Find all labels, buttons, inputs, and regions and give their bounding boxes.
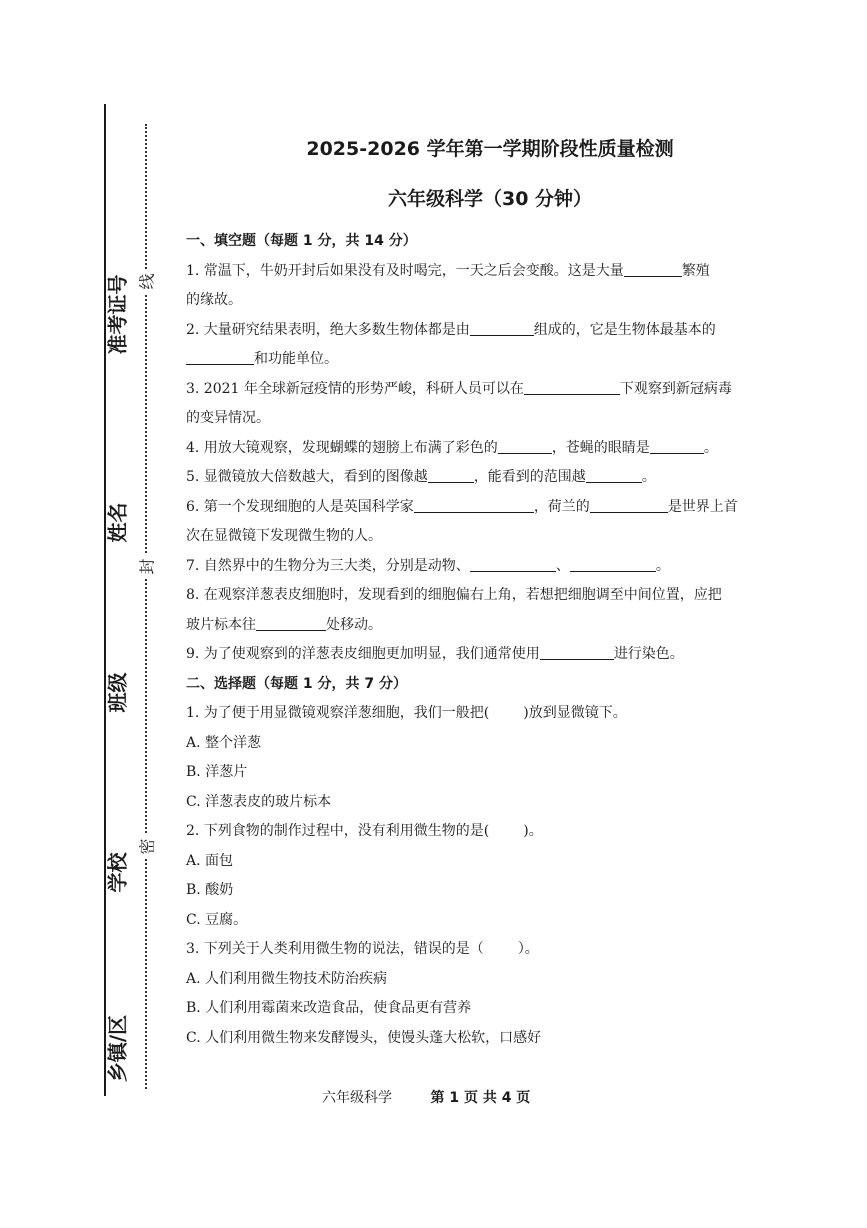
- name-label: 姓名: [105, 502, 130, 543]
- township-label: 乡镇/区: [105, 1014, 130, 1083]
- answer-blank[interactable]: [186, 348, 254, 365]
- answer-blank[interactable]: [414, 496, 534, 513]
- question-2-3: 3. 下列关于人类利用微生物的说法，错误的是（ ）。: [186, 941, 539, 957]
- answer-blank[interactable]: [256, 614, 326, 631]
- answer-blank[interactable]: [428, 466, 474, 483]
- question-2-2: 2. 下列食物的制作过程中，没有利用微生物的是( )。: [186, 823, 543, 839]
- option-2-3-b[interactable]: B. 人们利用霉菌来改造食品，使食品更有营养: [186, 1000, 472, 1016]
- option-2-2-a[interactable]: A. 面包: [186, 852, 234, 869]
- seal-char-secret: 密: [135, 835, 158, 859]
- question-1-8-cont: 玻片标本往 处移动。: [186, 611, 776, 641]
- question-1-4: 4. 用放大镜观察，发现蝴蝶的翅膀上布满了彩色的 ，苍蝇的眼睛是 。: [186, 434, 776, 464]
- answer-blank[interactable]: [498, 437, 552, 454]
- exam-number-label: 准考证号: [105, 274, 130, 355]
- answer-blank[interactable]: [590, 496, 668, 513]
- page-footer: [322, 1087, 534, 1107]
- question-1-3: 3. 2021 年全球新冠疫情的形势严峻，科研人员可以在 下观察到新冠病毒: [186, 375, 776, 405]
- seal-char-line: 线: [135, 270, 158, 294]
- answer-blank[interactable]: [524, 378, 620, 395]
- question-2-1: 1. 为了便于用显微镜观察洋葱细胞，我们一般把( )放到显微镜下。: [186, 705, 627, 721]
- answer-blank[interactable]: [540, 643, 614, 660]
- option-2-3-a[interactable]: A. 人们利用微生物技术防治疾病: [186, 970, 388, 987]
- question-1-6: 6. 第一个发现细胞的人是英国科学家 ，荷兰的 是世界上首: [186, 493, 776, 523]
- exam-content: [186, 227, 776, 1053]
- exam-title: 2025-2026 学年第一学期阶段性质量检测: [306, 138, 674, 160]
- question-1-9: 9. 为了使观察到的洋葱表皮细胞更加明显，我们通常使用 进行染色。: [186, 640, 776, 670]
- option-2-2-b[interactable]: B. 酸奶: [186, 882, 234, 898]
- answer-blank[interactable]: [470, 555, 556, 572]
- question-1-7: 7. 自然界中的生物分为三大类，分别是动物、 、 。: [186, 552, 776, 582]
- seal-char-seal: 封: [135, 555, 158, 579]
- answer-blank[interactable]: [650, 437, 704, 454]
- exam-subtitle: 六年级科学（30 分钟）: [387, 188, 593, 210]
- class-label: 班级: [105, 672, 130, 713]
- question-1-2-cont: 和功能单位。: [186, 345, 776, 375]
- question-1-2: 2. 大量研究结果表明，绝大多数生物体都是由 组成的，它是生物体最基本的: [186, 316, 776, 346]
- answer-blank[interactable]: [570, 555, 656, 572]
- footer-subject: 六年级科学: [322, 1090, 392, 1106]
- option-2-1-a[interactable]: A. 整个洋葱: [186, 734, 262, 751]
- footer-page-number: 第 1 页 共 4 页: [430, 1090, 531, 1106]
- question-1-3-cont: 的变异情况。: [186, 410, 270, 426]
- answer-blank[interactable]: [624, 260, 682, 277]
- option-2-1-b[interactable]: B. 洋葱片: [186, 764, 248, 780]
- question-1-5: 5. 显微镜放大倍数越大，看到的图像越 ，能看到的范围越 。: [186, 463, 776, 493]
- question-1-1: 1. 常温下，牛奶开封后如果没有及时喝完，一天之后会变酸。这是大量 繁殖: [186, 257, 776, 287]
- section1-heading: 一、填空题（每题 1 分，共 14 分）: [186, 233, 417, 249]
- option-2-1-c[interactable]: C. 洋葱表皮的玻片标本: [186, 793, 332, 810]
- question-1-1-cont: 的缘故。: [186, 292, 242, 308]
- binding-line: [104, 104, 106, 1096]
- question-1-8: 8. 在观察洋葱表皮细胞时，发现看到的细胞偏右上角，若想把细胞调至中间位置，应把: [186, 587, 722, 603]
- answer-blank[interactable]: [586, 466, 642, 483]
- answer-blank[interactable]: [470, 319, 534, 336]
- school-label: 学校: [105, 852, 130, 893]
- section2-heading: 二、选择题（每题 1 分，共 7 分）: [186, 675, 407, 692]
- option-2-3-c[interactable]: C. 人们利用微生物来发酵馒头，使馒头蓬大松软，口感好: [186, 1029, 542, 1046]
- option-2-2-c[interactable]: C. 豆腐。: [186, 911, 248, 928]
- question-1-6-cont: 次在显微镜下发现微生物的人。: [186, 528, 382, 544]
